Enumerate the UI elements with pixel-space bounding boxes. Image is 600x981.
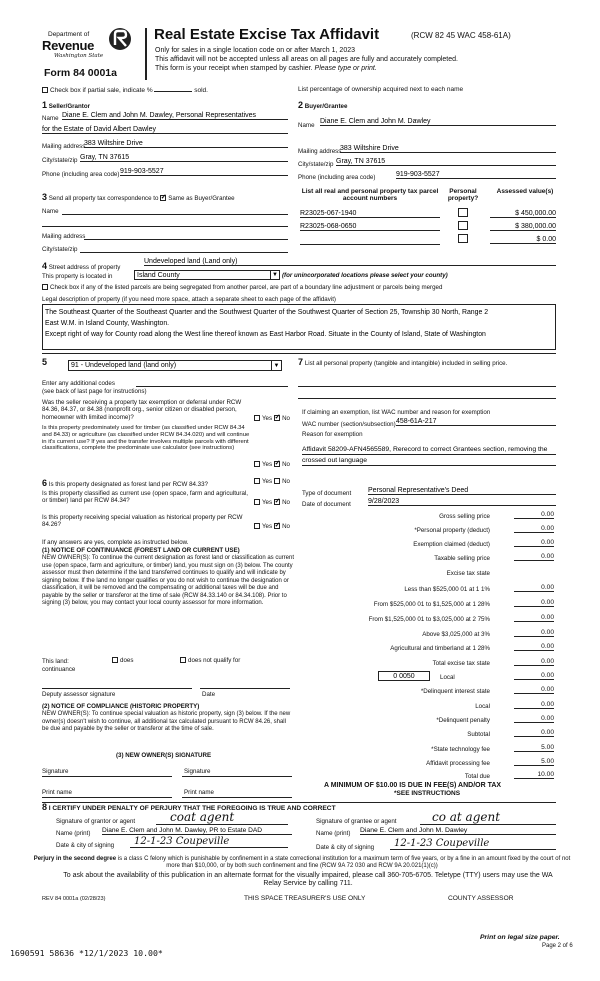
tax-row-label: From $525,000 01 to $1,525,000 at 1 28% (373, 601, 490, 608)
parcel-number-3[interactable] (300, 236, 440, 245)
assessed-value-2[interactable]: $ 380,000.00 (490, 223, 556, 231)
tax-row-label: Above $3,025,000 at 3% (422, 631, 490, 638)
tax-row-value[interactable]: 0.00 (514, 539, 554, 547)
tax-row-label: *Delinquent interest state (420, 688, 490, 695)
notice2-body: NEW OWNER(S): To continue special valuation as historic property, sign (3) below. If the new owner(s) doesn't wish to continue, all additional tax calculated pursuant to RCW 84.26, shall be due and payable by the seller or transferor at the time of sale. (42, 711, 291, 732)
reason-underline-2 (302, 465, 556, 466)
seller-name-label: Name (42, 115, 59, 122)
land-use-select[interactable] (68, 360, 282, 371)
doc-type-label: Type of document (302, 490, 352, 497)
s3-name-field[interactable] (62, 214, 288, 215)
buyer-city-label: City/state/zip (298, 161, 334, 168)
tax-row-label: Taxable selling price (434, 555, 490, 562)
tax-row-value[interactable]: 0.00 (514, 553, 554, 561)
tax-row-label: Agricultural and timberland at 1 28% (390, 645, 490, 652)
partial-sale-checkbox[interactable] (42, 87, 48, 93)
parcel-col-header: List all real and personal property tax parcel account numbers (301, 188, 439, 202)
treasurer-use: THIS SPACE TREASURER'S USE ONLY (244, 895, 366, 902)
partial-sale-label: Check box if partial sale, indicate % (50, 87, 153, 94)
seller-city-field[interactable]: Gray, TN 37615 (80, 154, 288, 162)
s3-city-label: City/state/zip (42, 246, 78, 253)
accessibility-notice: To ask about the availability of this publication in an alternate format for the visually impaired, please call 360-705-6705. Teletype (TTY) users may use the WA Relay Service by calling 711. (63, 872, 553, 887)
notice1-title: (1) NOTICE OF CONTINUANCE (FOREST LAND OR CURRENT USE) (42, 547, 240, 554)
tax-row-value[interactable]: 0.00 (514, 729, 554, 737)
subtitle-2: This affidavit will not be accepted unless all areas on all pages are fully and accurately completed. (155, 56, 458, 63)
sold-label: sold. (194, 87, 208, 94)
tax-row-label: Gross selling price (439, 513, 490, 520)
personal-property-line-1[interactable] (298, 386, 556, 387)
grantor-name-label: Name (print) (56, 830, 91, 837)
section7-label: 7 List all personal property (tangible and intangible) included in selling price. (298, 357, 508, 367)
located-label: This property is located in (42, 273, 113, 280)
grantee-date-label: Date & city of signing (316, 844, 375, 851)
legal-description-box[interactable] (42, 304, 556, 350)
new-owner-sig-line-2[interactable] (182, 776, 292, 777)
tax-row-value[interactable]: 0.00 (514, 629, 554, 637)
tax-row-value[interactable]: 0.00 (514, 686, 554, 694)
assessed-value-3[interactable]: $ 0.00 (490, 236, 556, 244)
county-note: (for unincorporated locations please select your county) (282, 272, 448, 279)
tax-row-label: Total due (464, 773, 490, 780)
county-select[interactable] (134, 270, 280, 280)
grantor-sig-label: Signature of grantor or agent (56, 818, 136, 825)
subtitle-1: Only for sales in a single location code on or after March 1, 2023 (155, 47, 355, 54)
legal-line-2: East W.M. in Island County, Washington. (45, 320, 170, 327)
local-rate-box[interactable]: 0 0050 (378, 671, 430, 681)
segregated-row[interactable] (42, 284, 442, 291)
subtitle-3: This form is your receipt when stamped by cashier. Please type or print. (155, 65, 377, 72)
tax-row-label: From $1,525,000 01 to $3,025,000 at 2 75% (368, 616, 490, 623)
section-divider (42, 353, 556, 354)
grantee-name-label: Name (print) (316, 830, 351, 837)
header-divider (145, 28, 147, 80)
notice1-body: NEW OWNER(S): To continue the current designation as forest land or classification as current use (open space, farm and agriculture, or timber) land, you must sign on (3) below. The county assessor must then determine if the land transferred continues to qualify and will indicate by signing below. If the land no longer qualifies or you do not wish to continue the designation or classification, it will be removed and the compensating or additional taxes will be due and payable by the seller or transferor at the time of sale (RCW 84.33.140 or 84.34.108). Prior to signing (3) below, you may contact your local county assessor for more information. (42, 555, 294, 606)
assessed-col-header: Assessed value(s) (496, 188, 554, 195)
grantor-date-field[interactable]: 12-1-23 Coupeville (130, 836, 288, 848)
legal-line-1: The Southeast Quarter of the Southeast Quarter and the Southwest Quarter of the Southwest Quarter of Section 25, Township 30 North, Range 2 (45, 309, 489, 316)
doc-type-field[interactable]: Personal Representative's Deed (368, 487, 556, 495)
forest-question: 6 Is this property designated as forest land per RCW 84.33? (42, 478, 208, 488)
minimum-notice: A MINIMUM OF $10.00 IS DUE IN FEE(S) AND/OR TAX (324, 782, 502, 789)
new-owner-print-line-2[interactable] (182, 797, 292, 798)
seller-phone-field[interactable]: 919-903-5527 (120, 168, 288, 176)
form-title: Real Estate Excise Tax Affidavit (154, 26, 380, 43)
buyer-mailing-field[interactable]: 383 Wiltshire Drive (340, 145, 556, 153)
historic-yes-no[interactable]: Yes✓ No (254, 523, 290, 530)
state-name: Washington State (54, 53, 104, 59)
rcw-ref: (RCW 82 45 WAC 458-61A) (411, 31, 511, 40)
tax-row-value[interactable]: 0.00 (514, 584, 554, 592)
section3-label: 3 Send all property tax correspondence to ✓ Same as Buyer/Grantee (42, 192, 235, 202)
seller-name-field-2[interactable]: for the Estate of David Albert Dawley (42, 126, 288, 134)
wac-field[interactable]: 458-61A-217 (396, 418, 556, 426)
tax-row-label: *Personal property (deduct) (414, 527, 490, 534)
s3-mailing-field[interactable] (84, 239, 288, 240)
notice3-title: (3) NEW OWNER(S) SIGNATURE (116, 752, 212, 759)
exemption-question: Was the seller receiving a property tax exemption or deferral under RCW 84.36, 84.37, or 84.38 (nonprofit org., senior citizen or disabled person, homeowner with limited income)? (42, 399, 242, 421)
historic-question: Is this property receiving special valuation as historical property per RCW 84.26? (42, 514, 243, 529)
buyer-mailing-label: Mailing address (298, 148, 342, 155)
county-value: Island County (137, 272, 180, 279)
doc-date-label: Date of document (302, 501, 351, 508)
current-use-yes-no[interactable]: Yes✓ No (254, 499, 290, 506)
tax-row-value[interactable]: 0.00 (514, 715, 554, 723)
sig-label-1: Signature (42, 768, 69, 775)
grantor-name-field[interactable]: Diane E. Clem and John M. Dawley, PR to Estate DAD (102, 827, 292, 835)
tax-row-value[interactable]: 5.00 (514, 744, 554, 752)
page-number: Page 2 of 6 (542, 943, 573, 949)
wac-label: WAC number (section/subsection) (302, 421, 396, 428)
section5-num: 5 (42, 357, 48, 367)
tax-row-label: *Delinquent penalty (436, 717, 490, 724)
grantee-sig-label: Signature of grantee or agent (316, 818, 397, 825)
buyer-phone-label: Phone (including area code) (298, 174, 376, 181)
sig-label-2: Signature (184, 768, 211, 775)
deputy-date-label: Date (202, 691, 216, 698)
tax-row-label: Less than $525,000 01 at 1 1% (404, 586, 490, 593)
personal-property-checkbox-3[interactable] (458, 234, 468, 243)
codes-instr: (see back of last page for instructions) (42, 388, 147, 395)
s3-mailing-label: Mailing address (42, 233, 86, 240)
grantor-signature[interactable]: coat agent (156, 810, 288, 825)
parcel-number-1[interactable]: R23025-067-1940 (300, 210, 440, 218)
dept-name: Revenue (42, 38, 95, 53)
buyer-city-field[interactable]: Gray, TN 37615 (336, 158, 556, 166)
codes-field[interactable] (136, 386, 288, 387)
tax-row-label: Affidavit processing fee (426, 760, 490, 767)
new-owner-print-line-1[interactable] (42, 797, 172, 798)
tax-row-value[interactable]: 10.00 (514, 771, 554, 779)
buyer-name-label: Name (298, 122, 315, 129)
tax-row-value[interactable]: 5.00 (514, 758, 554, 766)
notice2-title: (2) NOTICE OF COMPLIANCE (HISTORIC PROPERTY) (42, 703, 200, 710)
deputy-label: Deputy assessor signature (42, 691, 116, 698)
tax-row-label: Exemption claimed (deduct) (413, 541, 490, 548)
timber-yes-no[interactable]: Yes✓ No (254, 461, 290, 468)
timber-question: Is this property predominately used for timber (as classified under RCW 84.34 and 84.33) or agriculture (as classified under RCW 84.34.020) and will continue in it's current use? If yes and the transfer involves multiple parcels with different classifications, complete the predominate use calculator (see instructions) (42, 425, 250, 452)
tax-row-value[interactable]: 0.00 (514, 672, 554, 680)
dept-line: Department of (48, 31, 90, 38)
doc-date-field[interactable]: 9/28/2023 (368, 498, 556, 506)
personal-property-checkbox-2[interactable] (458, 221, 468, 230)
tax-row-label: Local (475, 703, 490, 710)
tax-row-label: *State technology fee (431, 746, 490, 753)
seller-mailing-label: Mailing address (42, 143, 86, 150)
tax-row-value[interactable]: 0.00 (514, 525, 554, 533)
s3-city-field[interactable] (80, 252, 288, 253)
forest-yes-no[interactable]: Yes No (254, 478, 290, 485)
deputy-date-line[interactable] (200, 688, 290, 689)
perjury-notice: Perjury in the second degree is a class C felony which is punishable by confinement in a state correctional institution for a maximum term of five years, or by a fine in an amount fixed by the court of not more than $10,000, or by both such confinement and fine (RCW 9A 72 030 and RCW 9A 20.021(1)(c)) (33, 856, 571, 869)
tax-row-value[interactable]: 0.00 (514, 511, 554, 519)
form-number: Form 84 0001a (44, 67, 117, 79)
exemption-claim-label: If claiming an exemption, list WAC number and reason for exemption (302, 409, 491, 416)
partial-sale[interactable] (42, 87, 208, 94)
chevron-down-icon: ▼ (271, 361, 281, 371)
parcel-number-2[interactable]: R23025-068-0650 (300, 223, 440, 231)
legal-line-3: Except right of way for County road along the West line thereof known as East Harbor Road. Situate in the County of Island, State of Washington (45, 331, 486, 338)
revenue-logo-icon (108, 26, 132, 52)
buyer-phone-field[interactable]: 919-903-5527 (396, 171, 556, 179)
tax-row-value[interactable]: 0.00 (514, 599, 554, 607)
grantee-signature[interactable]: co at agent (420, 810, 556, 825)
seller-phone-label: Phone (including area code) (42, 171, 120, 178)
exemption-yes-no[interactable]: Yes✓ No (254, 415, 290, 422)
segregated-checkbox[interactable] (42, 284, 48, 290)
deputy-signature-line[interactable] (42, 688, 192, 689)
print-label-1: Print name (42, 789, 72, 796)
seller-mailing-field[interactable]: 383 Wiltshire Drive (84, 140, 288, 148)
codes-label: Enter any additional codes (42, 380, 115, 387)
reason-label: Reason for exemption (302, 431, 363, 438)
segregated-label: Check box if any of the listed parcels are being segregated from another parcel, are part of a boundary line adjustment or parcels being merged (50, 284, 443, 291)
list-percentage: List percentage of ownership acquired next to each name (298, 86, 464, 93)
buyer-name-field[interactable]: Diane E. Clem and John M. Dawley (320, 118, 556, 126)
if-any-yes: If any answers are yes, complete as instructed below. (42, 539, 189, 546)
s3-name-field-2[interactable] (42, 226, 288, 227)
county-assessor: COUNTY ASSESSOR (448, 895, 514, 902)
new-owner-sig-line-1[interactable] (42, 776, 172, 777)
tax-row-value[interactable]: 0.00 (514, 658, 554, 666)
certify-heading: 8 I CERTIFY UNDER PENALTY OF PERJURY THAT THE FOREGOING IS TRUE AND CORRECT (42, 802, 336, 812)
continuance-label: continuance (42, 666, 76, 673)
buyer-heading: 2 Buyer/Grantee (298, 100, 348, 110)
assessed-value-1[interactable]: $ 450,000.00 (490, 210, 556, 218)
legal-paper-note: Print on legal size paper. (480, 934, 560, 941)
tax-row-value[interactable]: 0.00 (514, 701, 554, 709)
reason-underline-1 (302, 454, 556, 455)
see-instructions: *SEE INSTRUCTIONS (394, 790, 461, 797)
tax-row-label: Subtotal (467, 731, 490, 738)
tax-row-label: Total excise tax state (432, 660, 490, 667)
personal-property-checkbox-1[interactable] (458, 208, 468, 217)
does-checkbox[interactable]: does (112, 657, 133, 664)
personal-col-header: Personal property? (447, 188, 479, 202)
print-label-2: Print name (184, 789, 214, 796)
current-use-question: Is this property classified as current use (open space, farm and agricultural, or timber) land per RCW 84.34? (42, 490, 249, 505)
personal-property-line-2[interactable] (298, 398, 556, 399)
this-land-label: This land: (42, 658, 69, 665)
tax-row-value[interactable]: 0.00 (514, 643, 554, 651)
recording-stamp: 1690591 58636 *12/1/2023 10.00* (10, 948, 163, 958)
reason-field[interactable]: Affidavit 58209-AFN4565589, Rerecord to correct Grantees section, removing the crossed out language (302, 446, 548, 464)
tax-row-label: Local (440, 674, 455, 681)
legal-label: Legal description of property (if you need more space, attach a separate sheet to each page of the affidavit) (42, 296, 336, 303)
rev-label: REV 84 0001a (02/28/23) (42, 896, 106, 902)
grantor-date-label: Date & city of signing (56, 842, 115, 849)
land-use-value: 91 - Undeveloped land (land only) (71, 362, 177, 369)
street-field[interactable]: Undeveloped land (Land only) (144, 258, 556, 266)
seller-name-field[interactable]: Diane E. Clem and John M. Dawley, Personal Representatives (62, 112, 288, 120)
does-not-checkbox[interactable]: does not qualify for (180, 657, 240, 664)
grantee-name-field[interactable]: Diane E. Clem and John M. Dawley (360, 827, 556, 835)
s3-name-label: Name (42, 208, 59, 215)
grantee-date-field[interactable]: 12-1-23 Coupeville (390, 838, 556, 850)
seller-heading: 1 Seller/Grantor (42, 100, 91, 110)
tax-row-label: Excise tax state (446, 570, 490, 577)
same-as-buyer-checkbox[interactable] (160, 195, 166, 201)
seller-city-label: City/state/zip (42, 157, 78, 164)
street-label: 4 Street address of property (42, 261, 121, 271)
chevron-down-icon: ▼ (270, 271, 279, 280)
tax-row-value[interactable]: 0.00 (514, 614, 554, 622)
